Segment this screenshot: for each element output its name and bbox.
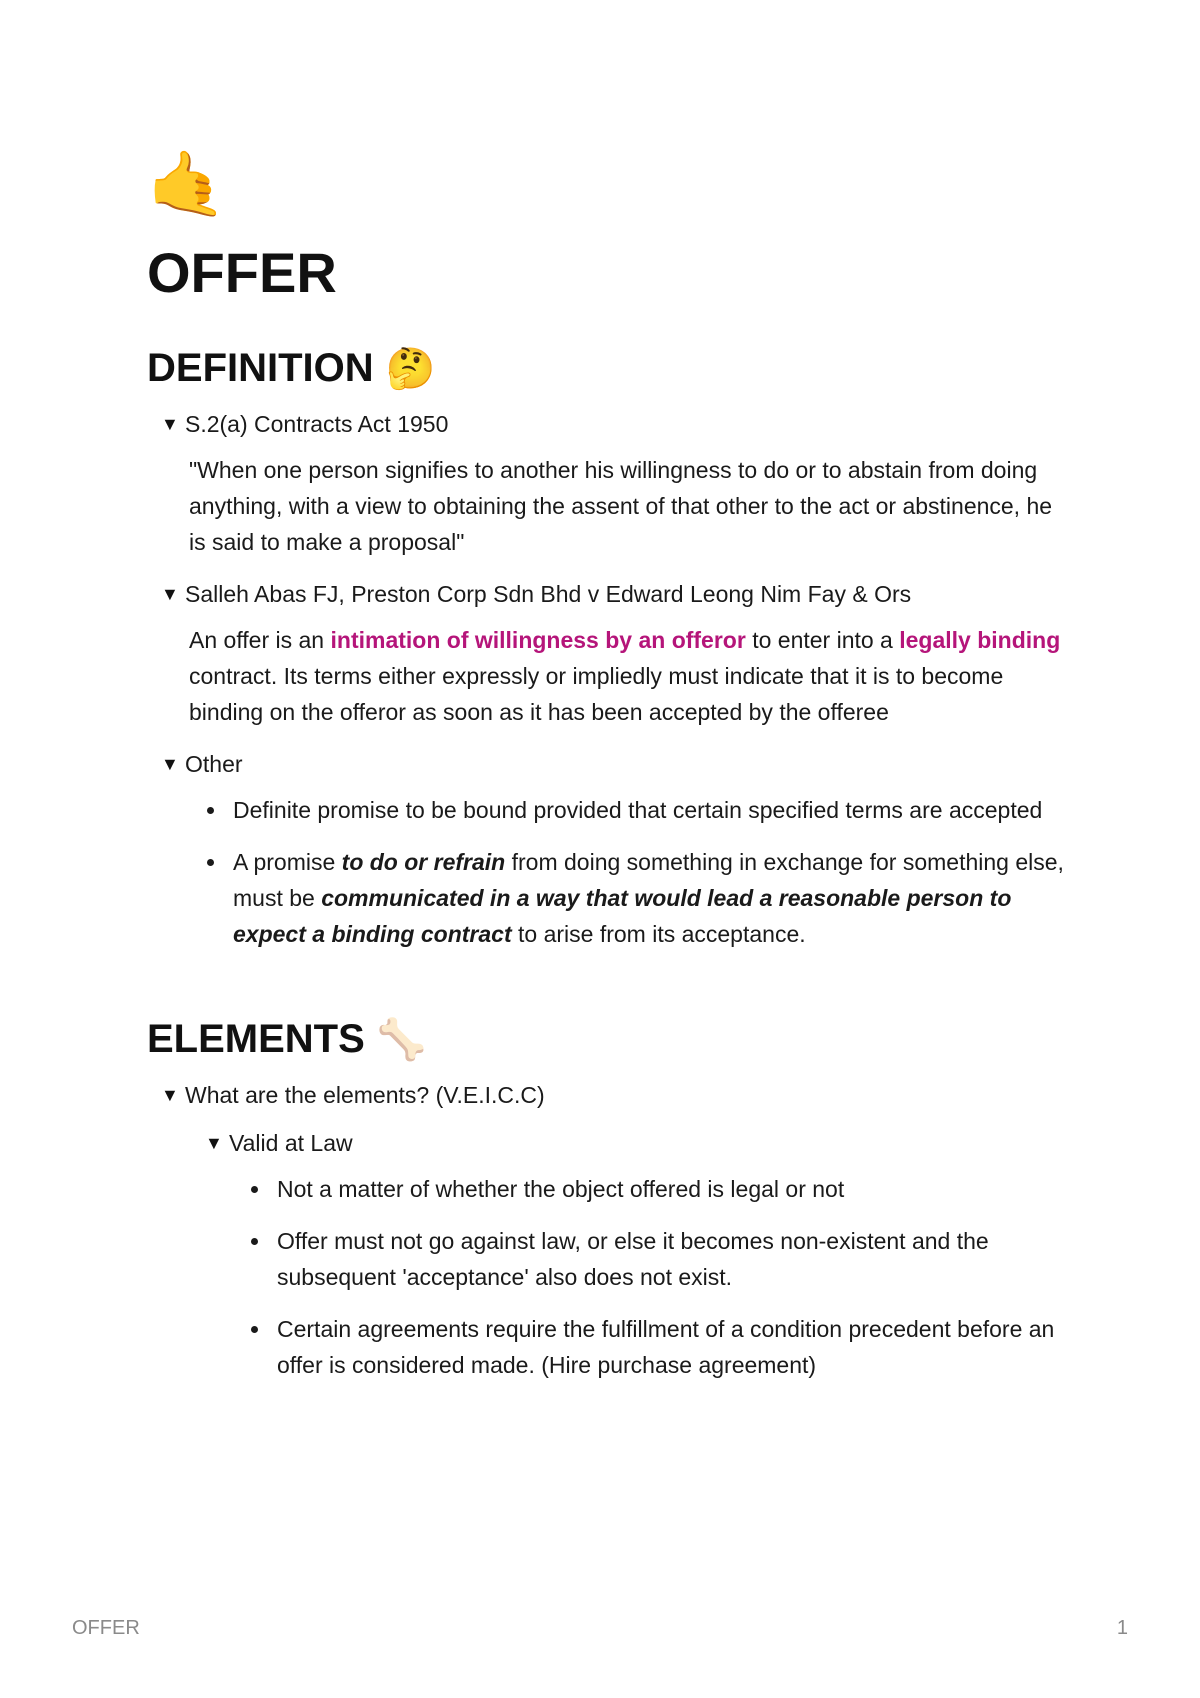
text-run: to enter into a xyxy=(745,627,900,653)
page-number: 1 xyxy=(1116,1617,1128,1639)
toggle-triangle-icon[interactable]: ▼ xyxy=(161,414,179,434)
list-item: Offer must not go against law, or else it becomes non-existent and the subsequent 'acceptance' also does not exist. xyxy=(277,1223,1067,1295)
bone-icon: 🦴 xyxy=(376,1017,427,1063)
toggle-triangle-icon[interactable]: ▼ xyxy=(205,1133,223,1153)
emphasis-run: communicated in a way that would lead a reasonable person to expect a binding contract xyxy=(233,885,1012,947)
list-item: Certain agreements require the fulfillment of a condition precedent before an offer is considered made. (Hire purchase agreement) xyxy=(277,1311,1067,1383)
toggle-valid-at-law[interactable] xyxy=(205,1125,1067,1161)
text-run: contract. Its terms either expressly or impliedly must indicate that it is to become binding on the offeror as soon as it has been accepted by the offeree xyxy=(189,663,1004,725)
definition-heading-text: DEFINITION xyxy=(147,346,374,390)
preston-case-text xyxy=(189,622,1067,730)
text-run: to arise from its acceptance. xyxy=(511,921,806,947)
definition-heading xyxy=(147,345,1067,392)
elements-heading-text: ELEMENTS xyxy=(147,1017,365,1061)
toggle-triangle-icon[interactable]: ▼ xyxy=(161,1085,179,1105)
toggle-preston-case[interactable] xyxy=(161,576,1067,612)
emphasis-run: to do or refrain xyxy=(341,849,506,875)
list-item: Definite promise to be bound provided that certain specified terms are accepted xyxy=(233,792,1067,828)
valid-at-law-bullet-list xyxy=(277,1171,1067,1383)
document-page xyxy=(147,150,1067,1399)
toggle-label: Valid at Law xyxy=(229,1130,353,1156)
text-run: A promise xyxy=(233,849,342,875)
text-run: An offer is an xyxy=(189,627,331,653)
list-item xyxy=(233,844,1067,952)
text-run: from doing something in exchange for something else, must be xyxy=(233,849,1064,911)
page-title: OFFER xyxy=(147,241,337,304)
toggle-label: S.2(a) Contracts Act 1950 xyxy=(185,411,449,437)
toggle-label: What are the elements? (V.E.I.C.C) xyxy=(185,1082,545,1108)
other-bullet-list xyxy=(233,792,1067,952)
toggle-other[interactable] xyxy=(161,746,1067,782)
toggle-label: Other xyxy=(185,751,243,777)
footer-title: OFFER xyxy=(72,1617,140,1639)
call-me-hand-icon: 🤙 xyxy=(147,148,227,222)
page-footer xyxy=(72,1617,1128,1640)
toggle-s2a[interactable] xyxy=(161,406,1067,442)
s2a-quote: "When one person signifies to another his willingness to do or to abstain from doing anything, with a view to obtaining the assent of that other to the act or abstinence, he is said to make a proposal" xyxy=(189,457,1053,555)
list-item: Not a matter of whether the object offered is legal or not xyxy=(277,1171,1067,1207)
elements-heading xyxy=(147,1016,1067,1063)
toggle-label: Salleh Abas FJ, Preston Corp Sdn Bhd v Edward Leong Nim Fay & Ors xyxy=(185,581,912,607)
toggle-triangle-icon[interactable]: ▼ xyxy=(161,754,179,774)
toggle-triangle-icon[interactable]: ▼ xyxy=(161,584,179,604)
highlight-run: legally binding xyxy=(899,627,1061,653)
thinking-face-icon: 🤔 xyxy=(385,346,436,392)
highlight-run: intimation of willingness by an offeror xyxy=(330,627,746,653)
toggle-what-are-elements[interactable] xyxy=(161,1077,1067,1113)
